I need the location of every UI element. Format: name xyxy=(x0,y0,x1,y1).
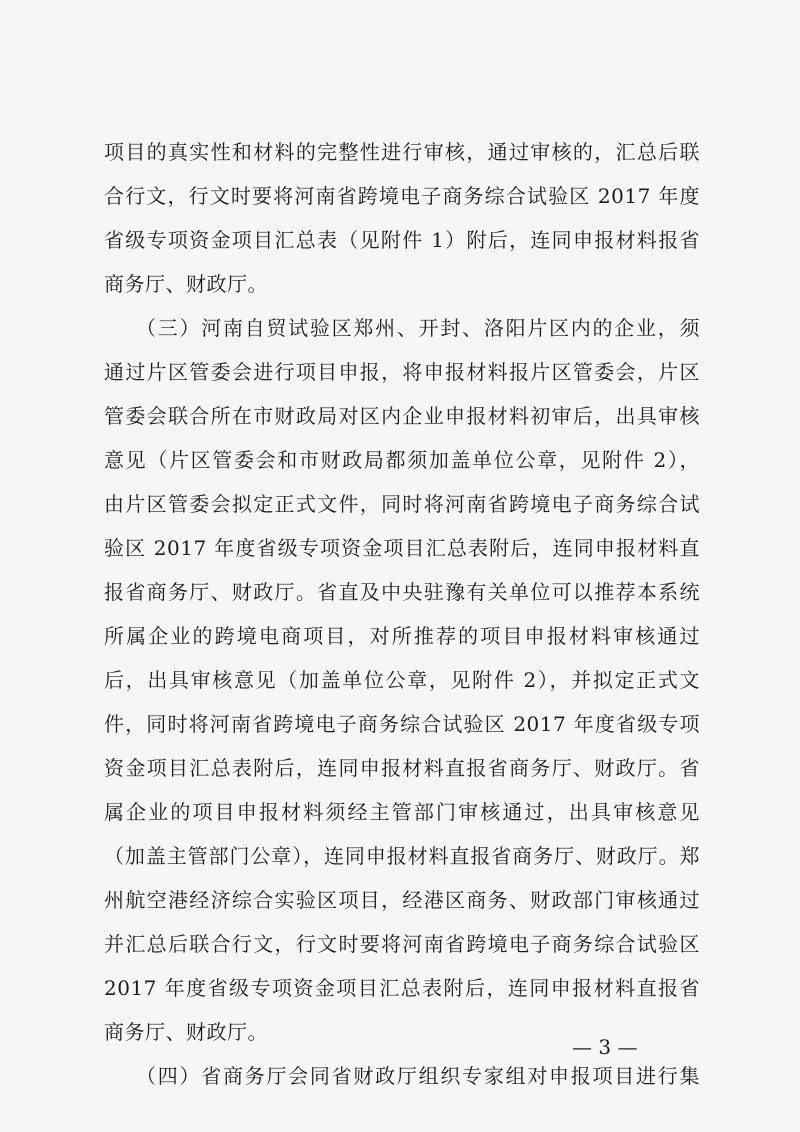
text-line: 商务厅、财政厅。 xyxy=(104,1020,268,1044)
page-number: — 3 — xyxy=(572,1035,638,1059)
text-line: 件，同时将河南省跨境电子商务综合试验区 2017 年度省级专项 xyxy=(104,712,700,736)
text-line: 商务厅、财政厅。 xyxy=(104,272,268,296)
text-line: 资金项目汇总表附后，连同申报材料直报省商务厅、财政厅。省 xyxy=(104,756,700,780)
text-line: 州航空港经济综合实验区项目，经港区商务、财政部门审核通过 xyxy=(104,888,700,912)
text-line: 2017 年度省级专项资金项目汇总表附后，连同申报材料直报省 xyxy=(104,976,700,1000)
text-line: 管委会联合所在市财政局对区内企业申报材料初审后，出具审核 xyxy=(104,404,700,428)
text-line: 报省商务厅、财政厅。省直及中央驻豫有关单位可以推荐本系统 xyxy=(104,580,700,604)
text-line: 验区 2017 年度省级专项资金项目汇总表附后，连同申报材料直 xyxy=(104,536,700,560)
text-line: 由片区管委会拟定正式文件，同时将河南省跨境电子商务综合试 xyxy=(104,492,700,516)
text-line: 省级专项资金项目汇总表（见附件 1）附后，连同申报材料报省 xyxy=(104,228,700,252)
paragraph-heading-3: （三）河南自贸试验区郑州、开封、洛阳片区内的企业，须 xyxy=(136,316,700,340)
text-line: 意见（片区管委会和市财政局都须加盖单位公章，见附件 2）， xyxy=(104,448,700,472)
text-line: 项目的真实性和材料的完整性进行审核，通过审核的，汇总后联 xyxy=(104,140,700,164)
text-line: 合行文，行文时要将河南省跨境电子商务综合试验区 2017 年度 xyxy=(104,184,700,208)
text-line: 并汇总后联合行文，行文时要将河南省跨境电子商务综合试验区 xyxy=(104,932,700,956)
text-line: 通过片区管委会进行项目申报，将申报材料报片区管委会，片区 xyxy=(104,360,700,384)
text-line: 属企业的项目申报材料须经主管部门审核通过，出具审核意见 xyxy=(104,800,700,824)
paragraph-heading-4: （四）省商务厅会同省财政厅组织专家组对申报项目进行集 xyxy=(136,1064,700,1088)
text-line: （加盖主管部门公章），连同申报材料直报省商务厅、财政厅。郑 xyxy=(104,844,700,868)
text-line: 所属企业的跨境电商项目，对所推荐的项目申报材料审核通过 xyxy=(104,624,700,648)
text-line: 后，出具审核意见（加盖单位公章，见附件 2），并拟定正式文 xyxy=(104,668,700,692)
